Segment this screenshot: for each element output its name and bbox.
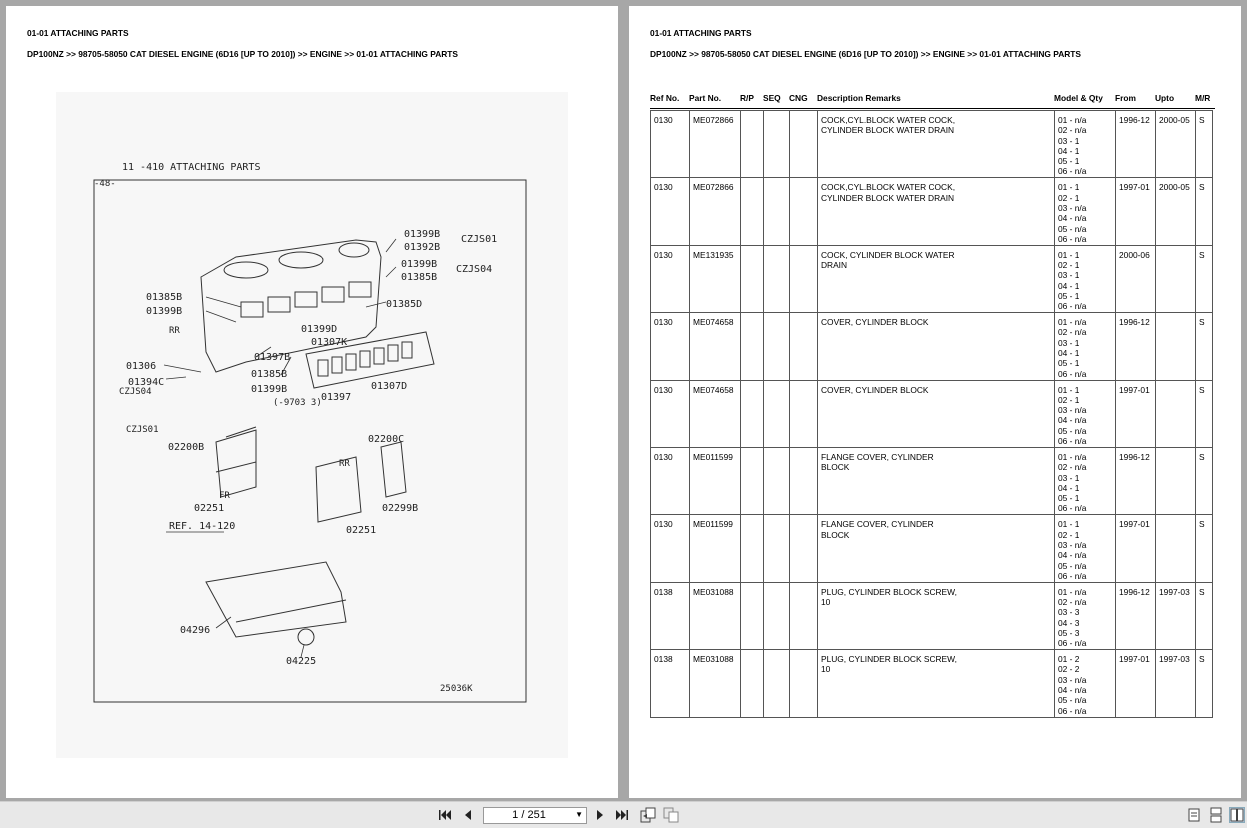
model-qty-line: 03 - 3 [1058, 607, 1080, 618]
mr-cell: S [1196, 515, 1213, 582]
model-qty-line: 05 - n/a [1058, 695, 1087, 706]
model-qty-line: 06 - n/a [1058, 705, 1087, 716]
col-seq: SEQ [763, 93, 781, 103]
ref-no-cell: 0130 [651, 447, 690, 514]
table-row [651, 313, 1213, 380]
from-cell: 1996-12 [1116, 111, 1156, 178]
model-qty-line: 01 - 1 [1058, 519, 1080, 530]
next-page-icon[interactable] [592, 807, 608, 823]
model-qty-line: 04 - 3 [1058, 617, 1080, 628]
model-qty-line: 02 - 2 [1058, 664, 1080, 675]
description-line: FLANGE COVER, CYLINDER [821, 519, 934, 530]
model-qty-line: 02 - 1 [1058, 260, 1080, 271]
model-qty-line: 02 - n/a [1058, 327, 1087, 338]
ref-no-cell: 0138 [651, 650, 690, 717]
rp-cell [741, 447, 764, 514]
model-qty-cell [1055, 380, 1116, 447]
upto-cell [1156, 313, 1196, 380]
diagram-callout: 01307K [311, 337, 348, 348]
col-model-qty: Model & Qty [1054, 93, 1103, 103]
ref-no-cell: 0130 [651, 245, 690, 312]
upto-cell [1156, 447, 1196, 514]
description-cell [818, 447, 1055, 514]
from-cell: 1997-01 [1116, 178, 1156, 245]
rp-cell [741, 178, 764, 245]
model-qty-line: 05 - n/a [1058, 425, 1087, 436]
ref-no-cell: 0138 [651, 582, 690, 649]
table-row [651, 111, 1213, 178]
mr-cell: S [1196, 582, 1213, 649]
diagram-callout: 01397B [254, 352, 291, 363]
part-no-cell: ME074658 [690, 313, 741, 380]
diagram-callout: 01399D [301, 324, 338, 335]
seq-cell [764, 515, 790, 582]
model-qty-line: 06 - n/a [1058, 436, 1087, 447]
model-qty-line: 01 - 2 [1058, 654, 1080, 665]
description-line: 10 [821, 597, 831, 608]
seq-cell [764, 111, 790, 178]
diagram-callout: -48- [94, 179, 116, 189]
viewer-toolbar [0, 801, 1247, 828]
model-qty-line: 03 - n/a [1058, 539, 1087, 550]
cng-cell [790, 380, 818, 447]
model-qty-line: 01 - n/a [1058, 317, 1087, 328]
from-cell: 1996-12 [1116, 447, 1156, 514]
go-back-icon[interactable] [640, 807, 656, 823]
model-qty-line: 05 - 1 [1058, 493, 1080, 504]
model-qty-line: 05 - 1 [1058, 358, 1080, 369]
diagram-callout: FR [219, 491, 230, 501]
description-line: PLUG, CYLINDER BLOCK SCREW, [821, 654, 957, 665]
seq-cell [764, 380, 790, 447]
table-row [651, 380, 1213, 447]
table-row [651, 650, 1213, 717]
diagram-callout: 01399B [401, 259, 438, 270]
right-page [629, 6, 1241, 798]
seq-cell [764, 650, 790, 717]
mr-cell: S [1196, 447, 1213, 514]
diagram-callout: 01399B [251, 384, 288, 395]
diagram-header: 11 -410 ATTACHING PARTS [122, 162, 261, 173]
left-page [6, 6, 618, 798]
rp-cell [741, 313, 764, 380]
diagram-callout: 02251 [194, 503, 225, 514]
part-no-cell: ME031088 [690, 650, 741, 717]
upto-cell [1156, 515, 1196, 582]
rp-cell [741, 380, 764, 447]
col-mr: M/R [1195, 93, 1211, 103]
col-description: Description Remarks [817, 93, 901, 103]
model-qty-line: 02 - n/a [1058, 462, 1087, 473]
diagram-callout: 01392B [404, 242, 441, 253]
model-qty-line: 06 - n/a [1058, 368, 1087, 379]
description-line: FLANGE COVER, CYLINDER [821, 451, 934, 462]
from-cell: 1997-01 [1116, 515, 1156, 582]
cng-cell [790, 245, 818, 312]
diagram-callout: 01385B [401, 272, 438, 283]
page-title: 01-01 ATTACHING PARTS [27, 28, 129, 38]
upto-cell: 2000-05 [1156, 178, 1196, 245]
ref-no-cell: 0130 [651, 111, 690, 178]
last-page-icon[interactable] [614, 807, 630, 823]
diagram-callout: 02200B [168, 442, 205, 453]
diagram-callout: 02299B [382, 503, 419, 514]
mr-cell: S [1196, 313, 1213, 380]
cng-cell [790, 313, 818, 380]
model-qty-line: 06 - n/a [1058, 233, 1087, 244]
chevron-down-icon: ▼ [575, 810, 583, 819]
breadcrumb: DP100NZ >> 98705-58050 CAT DIESEL ENGINE (6D16 [UP TO 2010]) >> ENGINE >> 01-01 ATTACHING PARTS [650, 49, 1081, 59]
diagram-callout: 01307D [371, 381, 408, 392]
description-line: PLUG, CYLINDER BLOCK SCREW, [821, 586, 957, 597]
model-qty-line: 06 - n/a [1058, 301, 1087, 312]
part-no-cell: ME011599 [690, 447, 741, 514]
mr-cell: S [1196, 111, 1213, 178]
first-page-icon[interactable] [437, 807, 453, 823]
cng-cell [790, 515, 818, 582]
mr-cell: S [1196, 245, 1213, 312]
description-cell [818, 245, 1055, 312]
model-qty-line: 06 - n/a [1058, 570, 1087, 581]
breadcrumb: DP100NZ >> 98705-58050 CAT DIESEL ENGINE (6D16 [UP TO 2010]) >> ENGINE >> 01-01 ATTACHING PARTS [27, 49, 458, 59]
cng-cell [790, 447, 818, 514]
table-header [650, 88, 1215, 109]
upto-cell [1156, 380, 1196, 447]
description-line: BLOCK [821, 529, 850, 540]
model-qty-line: 06 - n/a [1058, 638, 1087, 649]
parts-table [650, 110, 1213, 718]
model-qty-line: 02 - n/a [1058, 125, 1087, 136]
model-qty-cell [1055, 111, 1116, 178]
upto-cell: 2000-05 [1156, 111, 1196, 178]
col-part-no: Part No. [689, 93, 722, 103]
description-cell [818, 650, 1055, 717]
from-cell: 1997-01 [1116, 380, 1156, 447]
seq-cell [764, 447, 790, 514]
parts-diagram [56, 92, 568, 758]
part-no-cell: ME072866 [690, 178, 741, 245]
diagram-callout: 01385D [386, 299, 423, 310]
table-row [651, 245, 1213, 312]
model-qty-line: 04 - 1 [1058, 280, 1080, 291]
description-line: CYLINDER BLOCK WATER DRAIN [821, 125, 955, 136]
ref-no-cell: 0130 [651, 313, 690, 380]
part-no-cell: ME072866 [690, 111, 741, 178]
model-qty-line: 04 - 1 [1058, 482, 1080, 493]
model-qty-line: 06 - n/a [1058, 503, 1087, 514]
model-qty-cell [1055, 313, 1116, 380]
diagram-callout: 01306 [126, 361, 157, 372]
single-page-view-icon[interactable] [1186, 807, 1202, 823]
description-cell [818, 178, 1055, 245]
model-qty-line: 03 - 1 [1058, 337, 1080, 348]
table-row [651, 447, 1213, 514]
diagram-callout: CZJS04 [119, 387, 152, 397]
model-qty-line: 05 - 1 [1058, 290, 1080, 301]
part-no-cell: ME074658 [690, 380, 741, 447]
page-title: 01-01 ATTACHING PARTS [650, 28, 752, 38]
upto-cell: 1997-03 [1156, 650, 1196, 717]
diagram-callout: 01394C [128, 377, 165, 388]
ref-no-cell: 0130 [651, 178, 690, 245]
description-cell [818, 111, 1055, 178]
model-qty-line: 04 - n/a [1058, 685, 1087, 696]
model-qty-line: 03 - 1 [1058, 135, 1080, 146]
from-cell: 2000-06 [1116, 245, 1156, 312]
model-qty-line: 04 - n/a [1058, 213, 1087, 224]
ref-no-cell: 0130 [651, 515, 690, 582]
model-qty-line: 02 - 1 [1058, 394, 1080, 405]
model-qty-line: 02 - n/a [1058, 597, 1087, 608]
cng-cell [790, 178, 818, 245]
description-line: COVER, CYLINDER BLOCK [821, 384, 929, 395]
rp-cell [741, 515, 764, 582]
description-cell [818, 515, 1055, 582]
diagram-callout: REF. 14-120 [169, 521, 236, 532]
prev-page-icon[interactable] [460, 807, 476, 823]
diagram-callout: (-9703 3) [273, 398, 322, 408]
rp-cell [741, 650, 764, 717]
model-qty-line: 03 - 1 [1058, 270, 1080, 281]
model-qty-line: 01 - 1 [1058, 384, 1080, 395]
model-qty-line: 02 - 1 [1058, 192, 1080, 203]
col-ref-no: Ref No. [650, 93, 680, 103]
model-qty-cell [1055, 650, 1116, 717]
description-line: COCK, CYLINDER BLOCK WATER [821, 249, 955, 260]
model-qty-line: 03 - n/a [1058, 674, 1087, 685]
page-indicator: 1 / 251 [512, 809, 546, 821]
diagram-callout: 02251 [346, 525, 377, 536]
model-qty-line: 04 - 1 [1058, 348, 1080, 359]
seq-cell [764, 245, 790, 312]
model-qty-line: 03 - 1 [1058, 472, 1080, 483]
description-line: COCK,CYL.BLOCK WATER COCK, [821, 115, 956, 125]
diagram-callout: 02200C [368, 434, 405, 445]
model-qty-line: 01 - n/a [1058, 586, 1087, 597]
col-cng: CNG [789, 93, 808, 103]
diagram-callout: CZJS04 [456, 264, 493, 275]
model-qty-line: 01 - 1 [1058, 182, 1080, 193]
description-cell [818, 313, 1055, 380]
cng-cell [790, 582, 818, 649]
description-line: BLOCK [821, 462, 850, 473]
model-qty-line: 01 - 1 [1058, 249, 1080, 260]
diagram-callout: CZJS01 [126, 425, 159, 435]
model-qty-cell [1055, 447, 1116, 514]
from-cell: 1996-12 [1116, 582, 1156, 649]
model-qty-cell [1055, 245, 1116, 312]
table-row [651, 178, 1213, 245]
facing-view-icon[interactable] [1229, 807, 1245, 823]
go-forward-icon[interactable] [663, 807, 679, 823]
seq-cell [764, 582, 790, 649]
ref-no-cell: 0130 [651, 380, 690, 447]
model-qty-line: 03 - n/a [1058, 405, 1087, 416]
diagram-callout: 01397 [321, 392, 352, 403]
mr-cell: S [1196, 380, 1213, 447]
diagram-callout: RR [339, 459, 350, 469]
description-line: CYLINDER BLOCK WATER DRAIN [821, 192, 955, 203]
rp-cell [741, 582, 764, 649]
mr-cell: S [1196, 178, 1213, 245]
description-line: COCK,CYL.BLOCK WATER COCK, [821, 182, 956, 193]
table-row [651, 582, 1213, 649]
model-qty-line: 01 - n/a [1058, 451, 1087, 462]
diagram-callout: 01399B [404, 229, 441, 240]
description-line: DRAIN [821, 260, 848, 271]
diagram-callout: 01385B [146, 292, 183, 303]
seq-cell [764, 178, 790, 245]
upto-cell [1156, 245, 1196, 312]
description-cell [818, 380, 1055, 447]
cng-cell [790, 111, 818, 178]
diagram-callout: 01399B [146, 306, 183, 317]
from-cell: 1997-01 [1116, 650, 1156, 717]
part-no-cell: ME011599 [690, 515, 741, 582]
upto-cell: 1997-03 [1156, 582, 1196, 649]
model-qty-line: 04 - 1 [1058, 145, 1080, 156]
model-qty-line: 05 - n/a [1058, 223, 1087, 234]
model-qty-line: 01 - n/a [1058, 115, 1087, 125]
continuous-view-icon[interactable] [1208, 807, 1224, 823]
rp-cell [741, 111, 764, 178]
model-qty-line: 03 - n/a [1058, 202, 1087, 213]
model-qty-line: 02 - 1 [1058, 529, 1080, 540]
part-no-cell: ME131935 [690, 245, 741, 312]
model-qty-cell [1055, 178, 1116, 245]
model-qty-cell [1055, 582, 1116, 649]
seq-cell [764, 313, 790, 380]
rp-cell [741, 245, 764, 312]
diagram-callout: 04296 [180, 625, 211, 636]
model-qty-line: 06 - n/a [1058, 166, 1087, 177]
model-qty-line: 05 - 3 [1058, 627, 1080, 638]
col-rp: R/P [740, 93, 754, 103]
model-qty-line: 04 - n/a [1058, 415, 1087, 426]
model-qty-cell [1055, 515, 1116, 582]
from-cell: 1996-12 [1116, 313, 1156, 380]
diagram-callout: CZJS01 [461, 234, 498, 245]
cng-cell [790, 650, 818, 717]
diagram-callout: 25036K [440, 684, 473, 694]
col-upto: Upto [1155, 93, 1175, 103]
page-number-select[interactable] [483, 807, 587, 824]
description-line: 10 [821, 664, 831, 675]
diagram-callout: RR [169, 326, 180, 336]
diagram-callout: 01385B [251, 369, 288, 380]
mr-cell: S [1196, 650, 1213, 717]
diagram-callout: 04225 [286, 656, 317, 667]
description-line: COVER, CYLINDER BLOCK [821, 317, 929, 328]
model-qty-line: 04 - n/a [1058, 550, 1087, 561]
col-from: From [1115, 93, 1136, 103]
model-qty-line: 05 - 1 [1058, 156, 1080, 167]
table-row [651, 515, 1213, 582]
description-cell [818, 582, 1055, 649]
model-qty-line: 05 - n/a [1058, 560, 1087, 571]
part-no-cell: ME031088 [690, 582, 741, 649]
